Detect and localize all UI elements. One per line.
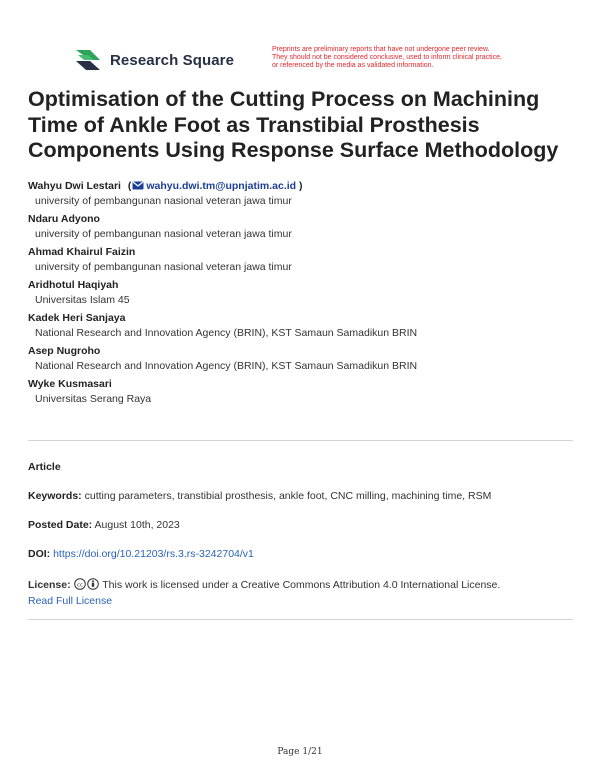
author-affiliation: National Research and Innovation Agency (BRIN), KST Samaun Samadikun BRIN (35, 360, 418, 372)
author-entry (28, 277, 578, 310)
research-square-logo-icon (74, 48, 104, 72)
corresponding-open: ( (127, 180, 132, 192)
author-affiliation: university of pembangunan nasional veteran jawa timur (35, 261, 292, 273)
author-name: Wyke Kusmasari (28, 378, 112, 390)
attribution-icon (87, 578, 99, 590)
license (28, 577, 573, 609)
license-text: This work is licensed under a Creative Commons Attribution 4.0 International License. (102, 579, 501, 591)
posted-date-value: August 10th, 2023 (94, 519, 180, 531)
author-name: Asep Nugroho (28, 345, 101, 357)
divider (28, 619, 573, 620)
author-affiliation: National Research and Innovation Agency (BRIN), KST Samaun Samadikun BRIN (35, 327, 418, 339)
keywords-label: Keywords: (28, 490, 82, 502)
corresponding-close: ) (298, 180, 303, 192)
author-name: Wahyu Dwi Lestari (28, 180, 121, 192)
keywords-value: cutting parameters, transtibial prosthesis, ankle foot, CNC milling, machining time, RSM (84, 490, 492, 502)
author-name: Ahmad Khairul Faizin (28, 246, 136, 258)
keywords (28, 490, 491, 502)
author-entry (28, 178, 578, 211)
author-name: Aridhotul Haqiyah (28, 279, 119, 291)
author-entry (28, 211, 578, 244)
page-number: Page 1/21 (277, 747, 323, 757)
author-name: Ndaru Adyono (28, 213, 100, 225)
divider (28, 440, 573, 441)
svg-text:cc: cc (76, 582, 83, 589)
author-affiliation: university of pembangunan nasional veteran jawa timur (35, 228, 292, 240)
doi (28, 548, 254, 560)
author-affiliation: university of pembangunan nasional veteran jawa timur (35, 195, 292, 207)
author-affiliation: Universitas Serang Raya (35, 393, 152, 405)
author-email-link[interactable]: wahyu.dwi.tm@upnjatim.ac.id (146, 180, 297, 192)
author-name: Kadek Heri Sanjaya (28, 312, 126, 324)
article-type: Article (28, 461, 61, 473)
brand-name: Research Square (110, 51, 235, 69)
author-entry (28, 244, 578, 277)
license-label: License: (28, 579, 71, 591)
doi-link[interactable]: https://doi.org/10.21203/rs.3.rs-3242704/v1 (53, 548, 254, 560)
author-entry (28, 376, 578, 409)
posted-date-label: Posted Date: (28, 519, 93, 531)
notice-line: They should not be considered conclusive, used to inform clinical practice, (272, 54, 502, 61)
email-icon (132, 181, 144, 190)
paper-title: Optimisation of the Cutting Process on Machining Time of Ankle Foot as Transtibial Prosthesis Components Using Response Surface Methodology (28, 87, 559, 162)
posted-date (28, 519, 180, 531)
author-entry (28, 310, 578, 343)
notice-line: Preprints are preliminary reports that have not undergone peer review. (272, 46, 490, 53)
doi-label: DOI: (28, 548, 51, 560)
creative-commons-icon (74, 578, 86, 590)
author-affiliation: Universitas Islam 45 (35, 294, 130, 306)
read-full-license-link[interactable]: Read Full License (28, 595, 113, 607)
preprint-notice (272, 46, 562, 70)
notice-line: or referenced by the media as validated information. (272, 62, 434, 69)
author-list (28, 178, 578, 409)
author-entry (28, 343, 578, 376)
research-square-logo[interactable] (74, 47, 234, 73)
